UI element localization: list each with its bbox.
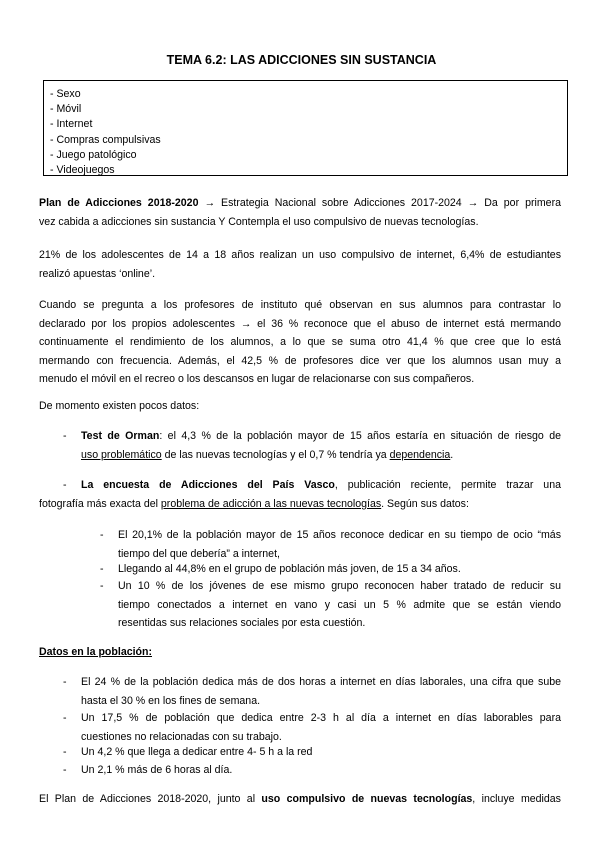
text: resentidas sus relaciones sociales por esta cuestión. xyxy=(118,617,366,629)
bullet-orman xyxy=(81,427,561,464)
link-dependencia: dependencia xyxy=(389,448,451,461)
poblacion-bullet-1 xyxy=(81,673,561,710)
text: . Según sus datos: xyxy=(381,497,469,510)
list-item: - Móvil xyxy=(50,103,82,116)
poblacion-bullet-2 xyxy=(81,709,561,746)
list-item: - Internet xyxy=(50,118,93,131)
paragraph-final xyxy=(39,790,561,809)
text: De momento existen pocos datos: xyxy=(39,400,200,412)
sub-bullet-1 xyxy=(118,526,561,563)
text: Cuando se pregunta a los profesores de instituto qué observan en sus alumnos para contrastar lo xyxy=(39,299,561,311)
text: Llegando al 44,8% en el grupo de población más joven, de 15 a 34 años. xyxy=(118,563,461,575)
text: vez cabida a adicciones sin sustancia Y Contempla el uso compulsivo de nuevas tecnologías. xyxy=(39,215,479,228)
text: fotografía más exacta del xyxy=(39,497,161,510)
text: de las nuevas tecnologías y el 0,7 % tendría ya xyxy=(161,448,390,461)
text: Un 4,2 % que llega a dedicar entre 4- 5 h a la red xyxy=(81,746,313,758)
text: Un 10 % de los jóvenes de ese mismo grupo reconocen haber tratado de reducir su xyxy=(118,580,561,592)
text: mermando con frecuencia. Además, el 42,5 % de profesores dice ver que los alumnos usan muy a xyxy=(39,354,561,367)
text: declarado por los propios adolescentes → el 36 % reconoce que el abuso de internet está mermando xyxy=(39,317,561,330)
heading-poblacion xyxy=(39,643,561,662)
list-item: - Juego patológico xyxy=(50,148,137,161)
bullet-dash: - xyxy=(63,479,67,491)
text: El 24 % de la población dedica más de dos horas a internet en días laborales, una cifra que sube xyxy=(81,676,561,688)
link-uso-problematico: uso problemático xyxy=(81,448,162,461)
bullet-dash: - xyxy=(100,580,104,592)
final-bold: uso compulsivo de nuevas tecnologías xyxy=(261,793,473,805)
text: → Estrategia Nacional sobre Adicciones 2017-2024 → Da por primera xyxy=(198,197,561,209)
text: menudo el móvil en el recreo o los descansos en lugar de relacionarse con sus compañeros. xyxy=(39,373,475,385)
bullet-pais-vasco xyxy=(81,476,561,495)
paragraph-few-data xyxy=(39,397,561,416)
bullet-dash: - xyxy=(100,529,104,541)
text: , incluye medidas xyxy=(472,793,561,805)
text: 21% de los adolescentes de 14 a 18 años realizan un uso compulsivo de internet, 6,4% de estudiantes xyxy=(39,249,561,261)
list-item: - Compras compulsivas xyxy=(50,133,161,146)
text: Un 17,5 % de población que dedica entre 2-3 h al día a internet en días laborables para xyxy=(81,712,561,724)
text: tiempo conectados a internet en vano y casi un 5 % admite que se están viendo xyxy=(118,598,561,611)
list-item: - Videojuegos xyxy=(50,164,115,177)
paragraph-adolescents xyxy=(39,246,561,283)
bullet-dash: - xyxy=(63,676,67,688)
text: El Plan de Adicciones 2018-2020, junto al xyxy=(39,793,262,805)
poblacion-bullet-3 xyxy=(81,743,561,762)
paragraph-plan xyxy=(39,194,561,231)
link-problema-adiccion: problema de adicción a las nuevas tecnologías xyxy=(160,497,382,510)
paragraph-teachers xyxy=(39,296,561,389)
text: realizó apuestas ‘online’. xyxy=(39,267,156,280)
plan-bold: Plan de Adicciones 2018-2020 xyxy=(39,197,199,209)
text: Datos en la población: xyxy=(39,646,153,658)
text: cuestiones no relacionadas con su trabajo. xyxy=(81,730,282,743)
bullet-dash: - xyxy=(63,712,67,724)
page-title: TEMA 6.2: LAS ADICCIONES SIN SUSTANCIA xyxy=(166,53,437,67)
bullet-dash: - xyxy=(63,764,67,776)
text: Un 2,1 % más de 6 horas al día. xyxy=(81,764,233,776)
text: El 20,1% de la población mayor de 15 años reconoce dedicar en su tiempo de ocio “más xyxy=(118,529,561,541)
pais-vasco-bold: La encuesta de Adicciones del País Vasco xyxy=(81,479,335,491)
poblacion-bullet-4 xyxy=(81,761,561,780)
bullet-pais-vasco-cont xyxy=(39,495,561,514)
sub-bullet-3 xyxy=(118,577,561,633)
text: , publicación reciente, permite trazar una xyxy=(334,479,561,491)
text: : el 4,3 % de la población mayor de 15 años estaría en situación de riesgo de xyxy=(159,430,561,442)
bullet-dash: - xyxy=(63,430,67,442)
list-item: - Sexo xyxy=(50,88,81,100)
sub-bullet-2 xyxy=(118,560,561,579)
text: . xyxy=(450,448,454,461)
bullet-dash: - xyxy=(63,746,67,758)
addictions-list-box xyxy=(43,80,568,176)
text: hasta el 30 % en los fines de semana. xyxy=(81,694,261,707)
text: continuamente el rendimiento de los alumnos, a lo que se suma otro 41,4 % que cree que lo está xyxy=(39,336,561,348)
orman-bold: Test de Orman xyxy=(81,430,160,442)
text: tiempo del que debería” a internet, xyxy=(118,547,280,560)
bullet-dash: - xyxy=(100,563,104,575)
